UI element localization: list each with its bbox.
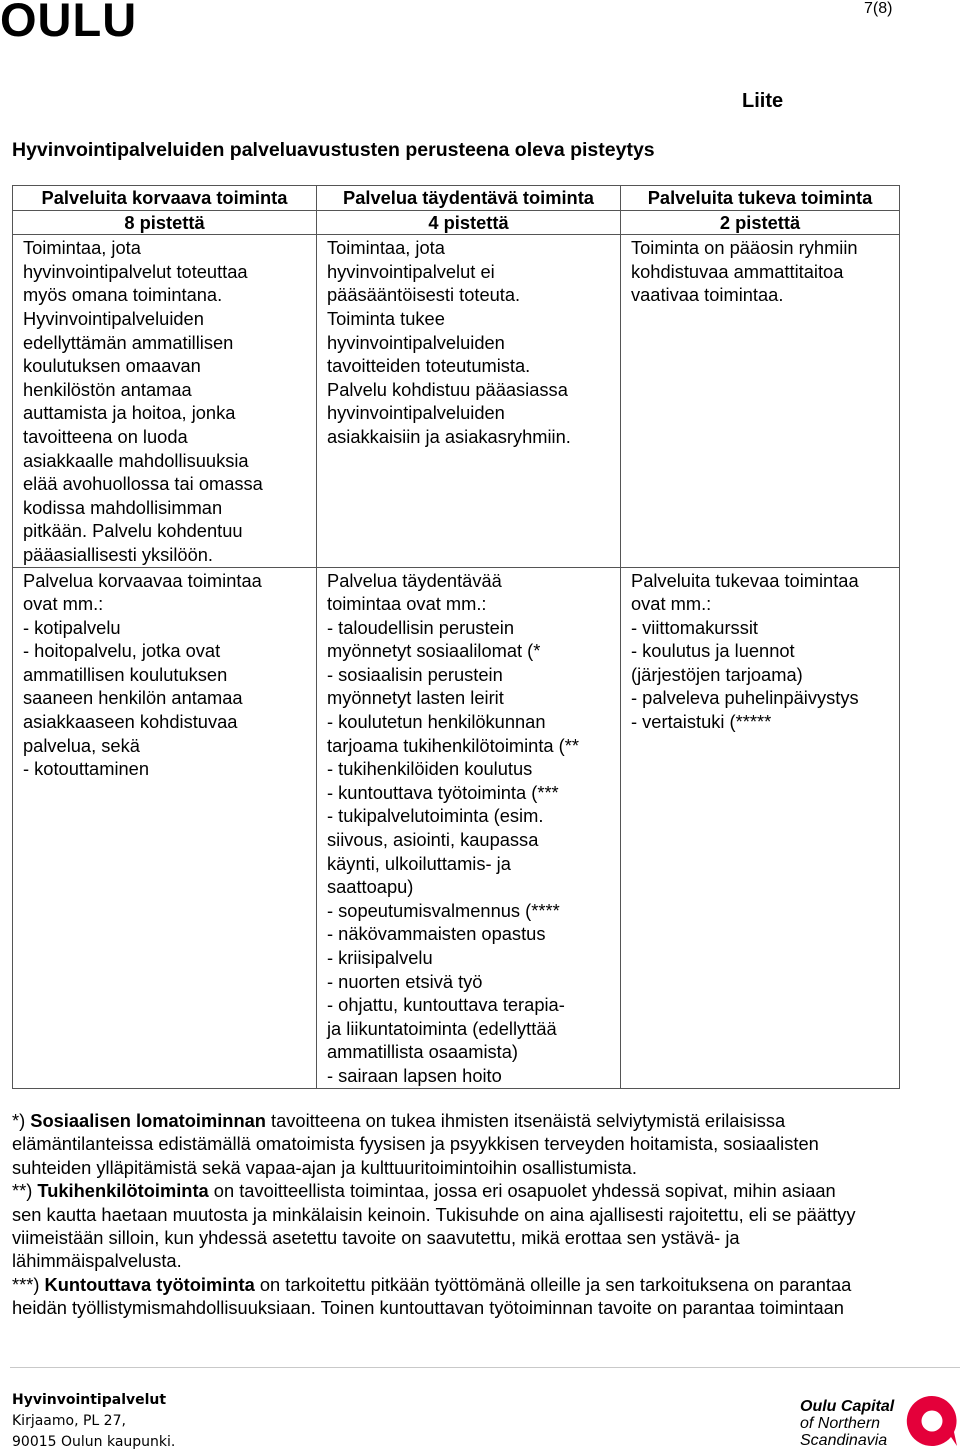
cell-line: - koulutetun henkilökunnan: [327, 711, 546, 733]
cell-line: - sopeutumisvalmennus (****: [327, 899, 560, 921]
cell-line: - näkövammaisten opastus: [327, 923, 546, 945]
cell-line: tavoitteena on luoda: [23, 425, 188, 447]
cell-line: - ohjattu, kuntouttava terapia-: [327, 994, 565, 1016]
footnote-text: tavoitteena on tukea ihmisten itsenäistä selviytymistä erilaisissa: [265, 1110, 786, 1131]
cell-line: saattoapu): [327, 876, 414, 898]
cell-line: - palveleva puhelinpäivystys: [631, 687, 859, 709]
cell-line: - kuntouttava työtoiminta (***: [327, 781, 559, 803]
footnote: [12, 1179, 960, 1273]
cell-line: Toiminta tukee: [327, 307, 445, 329]
footer-address-line: Hyvinvointipalvelut: [12, 1392, 167, 1408]
cell-line: - viittomakurssit: [631, 616, 758, 638]
footnotes: [12, 1109, 960, 1320]
cell-line: pääsääntöisesti toteuta.: [327, 284, 521, 306]
cell-line: myös omana toimintana.: [23, 284, 223, 306]
cell-line: - kotipalvelu: [23, 616, 121, 638]
cell-line: - hoitopalvelu, jotka ovat: [23, 640, 221, 662]
table-header-row: [13, 186, 900, 211]
cell-line: - sosiaalisin perustein: [327, 663, 503, 685]
footnote-text: sen kautta haetaan muutosta ja minkälaisin keinoin. Tukisuhde on aina ajallisesti rajoitettu, eli se päättyy: [12, 1203, 856, 1225]
cell-line: hyvinvointipalveluiden: [327, 402, 505, 424]
cell-line: Palvelua täydentävää: [327, 569, 502, 591]
examples-cell: [621, 567, 900, 1088]
cell-line: pitkään. Palvelu kohdentuu: [23, 520, 243, 542]
cell-line: elää avohuollossa tai omassa: [23, 473, 263, 495]
cell-line: - taloudellisin perustein: [327, 616, 514, 638]
table-examples-row: [13, 567, 900, 1088]
cell-line: - tukipalvelutoiminta (esim.: [327, 805, 544, 827]
footnote-term: Kuntouttava työtoiminta: [44, 1273, 255, 1295]
footnote-term: Sosiaalisen lomatoiminnan: [30, 1110, 266, 1131]
footnote-text: lähimmäispalvelusta.: [12, 1250, 182, 1272]
column-header: Palvelua täydentävä toiminta: [317, 186, 621, 211]
cell-line: Hyvinvointipalveluiden: [23, 307, 204, 329]
document-title: Hyvinvointipalveluiden palveluavustusten perusteena oleva pisteytys: [12, 139, 655, 161]
cell-line: hyvinvointipalvelut toteuttaa: [23, 260, 248, 282]
cell-line: saaneen henkilön antamaa: [23, 687, 243, 709]
cell-line: vaativaa toimintaa.: [631, 284, 784, 306]
cell-line: pääasiallisesti yksilöön.: [23, 543, 214, 565]
examples-cell: [317, 567, 621, 1088]
cell-line: Palveluita tukevaa toimintaa: [631, 569, 859, 591]
cell-line: - kotouttaminen: [23, 758, 150, 780]
cell-line: tarjoama tukihenkilötoiminta (**: [327, 734, 579, 756]
table-description-row: [13, 235, 900, 567]
cell-line: (järjestöjen tarjoama): [631, 663, 803, 685]
cell-line: ja liikuntatoiminta (edellyttää: [327, 1017, 557, 1039]
footnote-marker: *): [12, 1110, 31, 1131]
page-number: 7(8): [864, 0, 893, 17]
footnote: [12, 1273, 960, 1320]
cell-line: Toiminta on pääosin ryhmiin: [631, 237, 858, 259]
cell-line: - vertaistuki (*****: [631, 711, 772, 733]
cell-line: - kriisipalvelu: [327, 947, 433, 968]
cell-line: siivous, asiointi, kaupassa: [327, 829, 539, 851]
cell-line: kodissa mahdollisimman: [23, 496, 223, 518]
cell-line: - tukihenkilöiden koulutus: [327, 758, 533, 780]
cell-line: - koulutus ja luennot: [631, 640, 795, 662]
cell-line: Palvelua korvaavaa toimintaa: [23, 569, 262, 591]
brand-line: Scandinavia: [800, 1432, 888, 1449]
footnote-text: on tavoitteellista toimintaa, jossa eri osapuolet yhdessä sopivat, mihin asiaan: [208, 1180, 836, 1202]
cell-line: toimintaa ovat mm.:: [327, 593, 487, 615]
footer-address-line: Kirjaamo, PL 27,: [12, 1413, 126, 1429]
cell-line: käynti, ulkoiluttamis- ja: [327, 852, 511, 874]
footnote-text: on tarkoitettu pitkään työttömänä olleille ja sen tarkoituksena on parantaa: [254, 1273, 852, 1295]
examples-cell: [13, 567, 317, 1088]
scoring-table: [12, 185, 900, 1089]
cell-line: hyvinvointipalvelut ei: [327, 260, 495, 282]
cell-line: hyvinvointipalveluiden: [327, 331, 505, 353]
column-header: Palveluita tukeva toiminta: [621, 186, 900, 211]
cell-line: myönnetyt sosiaalilomat (*: [327, 640, 541, 662]
cell-line: ovat mm.:: [23, 593, 104, 615]
cell-line: - sairaan lapsen hoito: [327, 1064, 502, 1086]
footnote-marker: **): [12, 1180, 38, 1202]
footnote-text: viimeistään silloin, kun yhdessä asetettu tavoite on saavutettu, mikä erottaa sen ystävä- ja: [12, 1227, 740, 1249]
points-cell: 2 pistettä: [621, 210, 900, 235]
cell-line: - nuorten etsivä työ: [327, 970, 483, 992]
footnote-text: heidän työllistymismahdollisuuksiaan. Toinen kuntouttavan työtoiminnan tavoite on parantaa toimintaan: [12, 1297, 844, 1319]
footer-address-line: 90015 Oulun kaupunki.: [12, 1434, 176, 1450]
cell-line: kohdistuvaa ammattitaitoa: [631, 260, 844, 282]
points-cell: 8 pistettä: [13, 210, 317, 235]
cell-line: Toimintaa, jota: [327, 237, 445, 259]
cell-line: tavoitteiden toteutumista.: [327, 355, 531, 377]
footnote-marker: ***): [12, 1273, 45, 1295]
cell-line: asiakkaalle mahdollisuuksia: [23, 449, 249, 471]
description-cell: [621, 235, 900, 567]
speech-bubble-logo-icon: [905, 1394, 959, 1448]
cell-line: asiakkaisiin ja asiakasryhmiin.: [327, 425, 571, 447]
footnote-text: suhteiden ylläpitämistä sekä vapaa-ajan ja kulttuuritoimintoihin osallistumista.: [12, 1156, 637, 1178]
brand-line: Oulu Capital: [800, 1398, 895, 1415]
cell-line: ammatillisen koulutuksen: [23, 663, 228, 685]
cell-line: Palvelu kohdistuu pääasiassa: [327, 378, 568, 400]
capital-brand: [800, 1398, 894, 1449]
footnote-text: elämäntilanteissa edistämällä omatoimista fyysisen ja psyykkisen terveyden hoitamista, sosiaalisten: [12, 1133, 819, 1155]
footer-divider: [10, 1367, 960, 1368]
cell-line: myönnetyt lasten leirit: [327, 687, 504, 709]
cell-line: ovat mm.:: [631, 593, 712, 615]
cell-line: edellyttämän ammatillisen: [23, 331, 234, 353]
cell-line: palvelua, sekä: [23, 734, 140, 756]
footnote-term: Tukihenkilötoiminta: [37, 1180, 209, 1202]
points-cell: 4 pistettä: [317, 210, 621, 235]
cell-line: asiakkaaseen kohdistuvaa: [23, 711, 238, 733]
cell-line: henkilöstön antamaa: [23, 378, 192, 400]
footer-address: [12, 1390, 175, 1453]
cell-line: auttamista ja hoitoa, jonka: [23, 402, 236, 424]
cell-line: Toimintaa, jota: [23, 237, 141, 259]
footnote: [12, 1109, 960, 1179]
cell-line: koulutuksen omaavan: [23, 355, 201, 377]
description-cell: [13, 235, 317, 567]
brand-line: of Northern: [800, 1415, 881, 1432]
table-points-row: [13, 210, 900, 235]
attachment-label: Liite: [742, 90, 784, 112]
oulu-logo: OULU: [0, 0, 138, 46]
description-cell: [317, 235, 621, 567]
column-header: Palveluita korvaava toiminta: [13, 186, 317, 211]
cell-line: ammatillista osaamista): [327, 1041, 518, 1063]
